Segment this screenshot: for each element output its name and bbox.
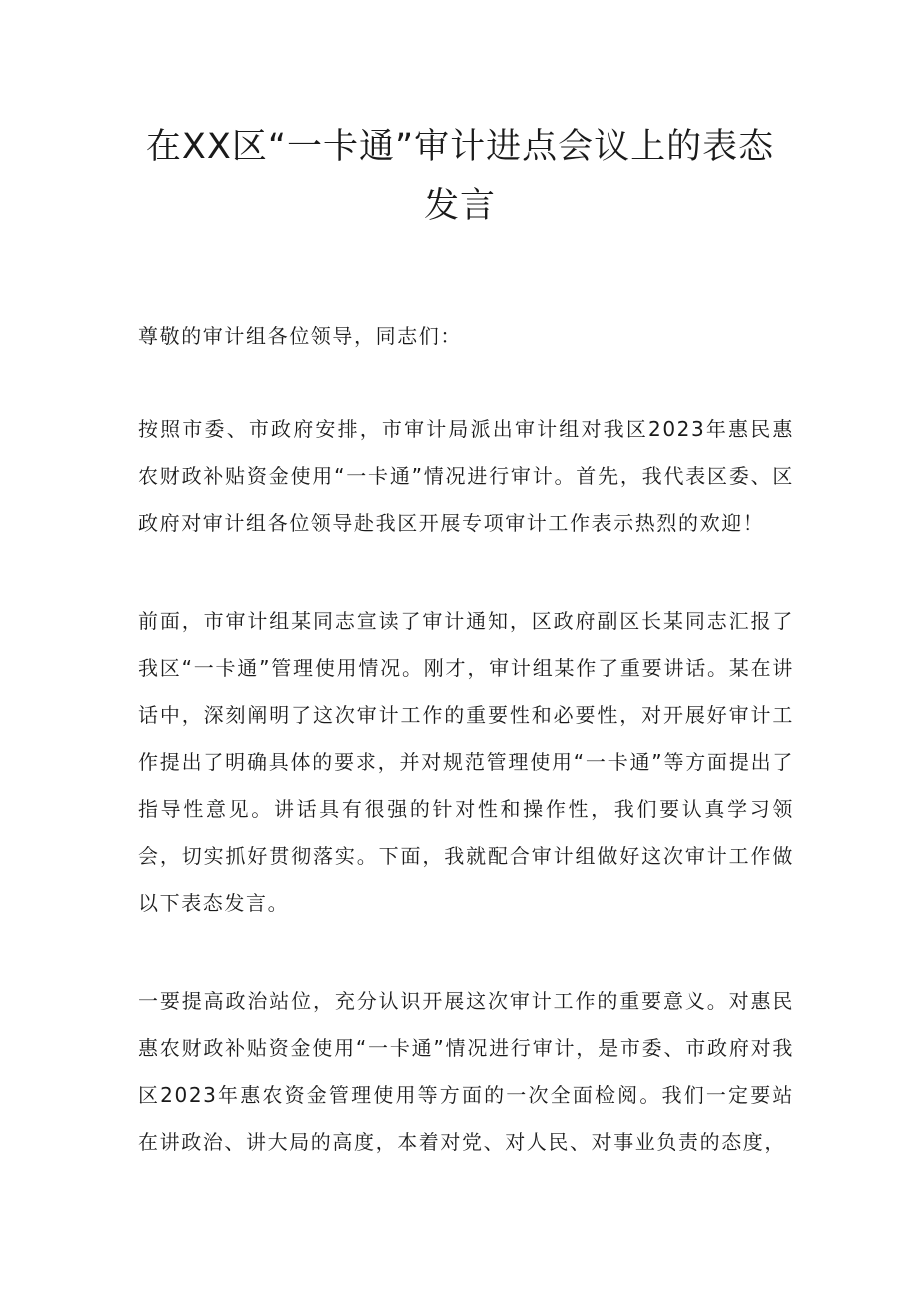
paragraph-3: 一要提高政治站位，充分认识开展这次审计工作的重要意义。对惠民惠农财政补贴资金使用“一卡通”情况进行审计，是市委、市政府对我区2023年惠农资金管理使用等方面的一次全面检阅。我们一定要站在讲政治、讲大局的高度，本着对党、对人民、对事业负责的态度， bbox=[138, 989, 794, 1154]
title-line-1: 在XX区“一卡通”审计进点会议上的表态 bbox=[145, 127, 775, 167]
document-title bbox=[120, 118, 800, 236]
title-line-2: 发言 bbox=[423, 186, 496, 226]
paragraph-1: 按照市委、市政府安排，市审计局派出审计组对我区2023年惠民惠农财政补贴资金使用“一卡通”情况进行审计。首先，我代表区委、区政府对审计组各位领导赴我区开展专项审计工作表示热烈的欢迎！ bbox=[138, 417, 794, 535]
salutation: 尊敬的审计组各位领导，同志们： bbox=[138, 324, 462, 348]
paragraph-2: 前面，市审计组某同志宣读了审计通知，区政府副区长某同志汇报了我区“一卡通”管理使用情况。刚才，审计组某作了重要讲话。某在讲话中，深刻阐明了这次审计工作的重要性和必要性，对开展好审计工作提出了明确具体的要求，并对规范管理使用“一卡通”等方面提出了指导性意见。讲话具有很强的针对性和操作性，我们要认真学习领会，切实抓好贯彻落实。下面，我就配合审计组做好这次审计工作做以下表态发言。 bbox=[138, 609, 794, 915]
